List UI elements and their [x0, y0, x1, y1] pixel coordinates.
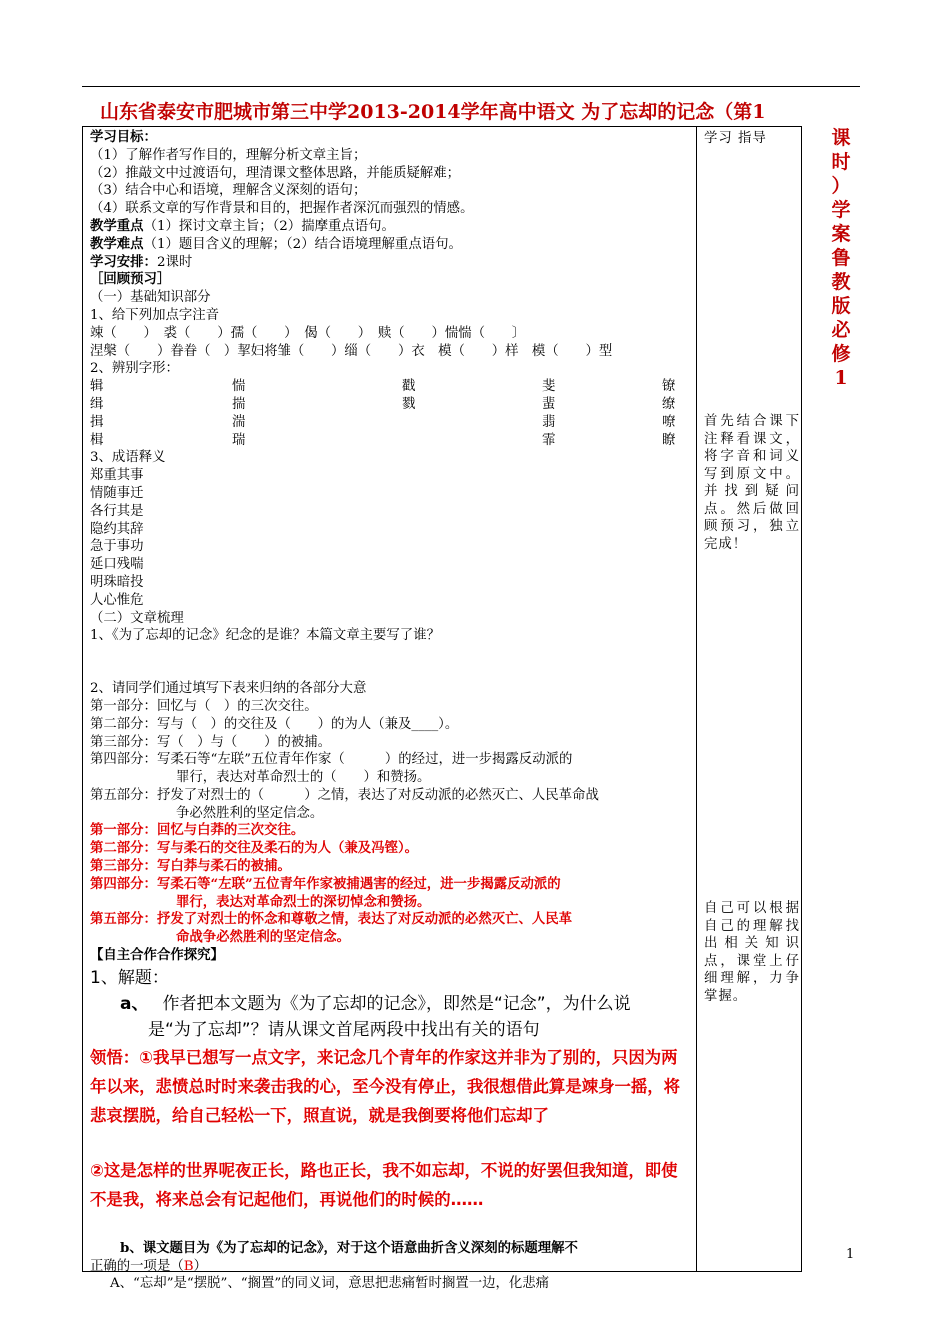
question-b-text: b、课文题目为《为了忘却的记念》，对于这个语意曲折含义深刻的标题理解不: [120, 1239, 578, 1256]
blank-line: 罪行，表达对革命烈士的（ ）和赞扬。: [176, 770, 431, 786]
answer-line: 命战争必然胜利的坚定信念。: [176, 929, 351, 946]
char-cell: 戮: [402, 396, 416, 412]
char-cell: 霏: [542, 432, 556, 448]
answer-line: 第二部分：写与柔石的交往及柔石的为人（兼及冯铿）。: [90, 840, 419, 857]
question-b-close: ）: [193, 1258, 207, 1274]
side-note-preview: 首先结合课下注释看课文，将字音和词义写到原文中。并找到疑问点。然后做回顾预习，独立完成！: [704, 414, 800, 552]
teaching-difficulty-label: 教学难点: [90, 235, 144, 252]
char-cell: 镣: [662, 379, 676, 395]
explore-heading: 【自主合作合作探究】: [90, 947, 224, 964]
title-vertical-char: 学: [831, 199, 851, 221]
column-divider: [696, 126, 697, 1272]
side-header: 学习 指导: [704, 131, 767, 146]
goal-item: （4）联系文章的写作背景和目的，把握作者深沉而强烈的情感。: [90, 201, 474, 217]
char-cell: 湍: [232, 414, 246, 430]
review-heading: ［回顾预习］: [90, 271, 171, 288]
blank-line: 第一部分：回忆与（ ）的三次交往。: [90, 698, 318, 714]
question-chars: 2、辨别字形：: [90, 361, 179, 377]
teaching-key-text: （1）探讨文章主旨；（2）揣摩重点语句。: [143, 218, 395, 234]
char-row: [90, 414, 690, 432]
page-title-vertical: [826, 126, 856, 390]
option-a: A、“忘却”是“摆脱”、“搁置”的同义词，意思把悲痛暂时搁置一边，化悲痛: [110, 1276, 550, 1292]
explore-question: 1、解题：: [90, 967, 169, 988]
goal-item: （1）了解作者写作目的，理解分析文章主旨；: [90, 147, 367, 163]
char-row: [90, 378, 690, 396]
goals-heading: 学习目标：: [90, 129, 157, 145]
idiom-item: 各行其是: [90, 503, 144, 519]
char-cell: 戳: [402, 379, 416, 395]
goal-item: （2）推敲文中过渡语句，理清课文整体思路，并能质疑解难；: [90, 165, 461, 181]
title-vertical-char: ）: [831, 175, 851, 197]
question-a: [90, 991, 690, 1017]
char-cell: 楫: [90, 432, 104, 448]
blank-line: 第四部分：写柔石等“左联”五位青年作家（ ）的经过，进一步揭露反动派的: [90, 752, 573, 768]
question-b-line2: [90, 1258, 690, 1276]
char-grid: [90, 378, 690, 449]
title-vertical-char: 案: [831, 223, 851, 245]
question-idioms: 3、成语释义: [90, 450, 166, 466]
blank-line: 第三部分：写（ ）与（ ）的被捕。: [90, 734, 332, 750]
idiom-item: 隐约其辞: [90, 521, 144, 537]
idiom-item: 郑重其事: [90, 468, 144, 484]
answer-a-1: 领悟：①我早已想写一点文字，来记念几个青年的作家这并非为了别的，只因为两年以来，悲愤总时时来袭击我的心，至今没有停止，我很想借此算是竦身一摇，将悲哀摆脱，给自己轻松一下，照直说，就是我倒要将他们忘却了: [90, 1047, 681, 1125]
blank-line: 第二部分：写与（ ）的交往及（ ）的为人（兼及____）。: [90, 716, 459, 732]
answer-a-2: ②这是怎样的世界呢夜正长，路也正长，我不如忘却，不说的好罢但我知道，即使不是我，将来总会有记起他们，再说他们的时候的……: [90, 1160, 678, 1209]
header-rule: [82, 86, 860, 87]
char-cell: 揣: [232, 396, 246, 412]
answer-space: [90, 645, 690, 680]
question-pinyin: 1、给下列加点字注音: [90, 307, 220, 323]
pinyin-row: 竦（ ） 裘（ ）孺（ ） 偈（ ） 赎（ ）惴惴（ 〕: [90, 325, 526, 341]
char-cell: 揖: [90, 414, 104, 430]
question-a-label: a、: [120, 993, 149, 1014]
title-vertical-char: 鲁: [831, 247, 851, 269]
text-question-2: 2、请同学们通过填写下表来归纳的各部分大意: [90, 681, 367, 697]
question-a-line2: 是“为了忘却”？请从课文首尾两段中找出有关的语句: [148, 1019, 540, 1040]
title-vertical-char: 1: [834, 367, 848, 389]
title-vertical-char: 教: [831, 271, 851, 293]
answer-line: 第一部分：回忆与白莽的三次交往。: [90, 822, 305, 839]
idiom-item: 急于事功: [90, 539, 144, 555]
idiom-item: 延口残喘: [90, 557, 144, 573]
idiom-list: [90, 467, 690, 609]
char-cell: 缭: [662, 396, 676, 412]
schedule-label: 学习安排：: [90, 253, 157, 270]
title-vertical-char: 时: [831, 151, 851, 173]
char-cell: 斐: [542, 379, 556, 395]
review-part2: （二）文章梳理: [90, 610, 184, 626]
schedule-text: 2课时: [156, 254, 193, 270]
char-cell: 辑: [90, 379, 104, 395]
pinyin-row: 涅槃（ ）眷眷（ ）挈妇将雏（ ）缁（ ）衣 模（ ）样 模（ ）型: [90, 343, 613, 359]
side-note-explore: 自己可以根据自己的理解找出相关知识点，课堂上仔细理解，力争掌握。: [704, 901, 800, 1004]
idiom-item: 情随事迁: [90, 485, 144, 501]
teaching-difficulty-text: （1）题目含义的理解；（2）结合语境理解重点语句。: [143, 236, 462, 252]
teaching-key-label: 教学重点: [90, 217, 144, 234]
goal-item: （3）结合中心和语境，理解含义深刻的语句；: [90, 183, 367, 199]
char-cell: 瑞: [232, 432, 246, 448]
title-vertical-char: 课: [831, 127, 851, 149]
spacer: [90, 1130, 690, 1156]
text-question-1: 1、《为了忘却的记念》纪念的是谁？本篇文章主要写了谁？: [90, 628, 440, 644]
title-vertical-char: 必: [831, 319, 851, 341]
review-part1: （一）基础知识部分: [90, 290, 211, 306]
title-vertical-char: 版: [831, 295, 851, 317]
answer-line: 第三部分：写白莽与柔石的被捕。: [90, 858, 291, 875]
idiom-item: 人心惟危: [90, 592, 144, 608]
blank-line: 争必然胜利的坚定信念。: [176, 805, 324, 821]
question-b-answer: B: [183, 1258, 194, 1274]
main-content: [90, 129, 690, 1293]
spacer: [90, 1214, 690, 1240]
char-cell: 蜚: [542, 396, 556, 412]
title-vertical-char: 修: [831, 343, 851, 365]
char-cell: 瞭: [662, 432, 676, 448]
page-title: 山东省泰安市肥城市第三中学2013-2014学年高中语文 为了忘却的记念（第1: [100, 101, 766, 123]
answer-line: 第四部分：写柔石等“左联”五位青年作家被捕遇害的经过，进一步揭露反动派的: [90, 875, 561, 892]
answer-line: 第五部分：抒发了对烈士的怀念和尊敬之情，表达了对反动派的必然灭亡、人民革: [90, 911, 573, 928]
teaching-difficulty: [90, 236, 690, 254]
answer-line: 罪行，表达对革命烈士的深切悼念和赞扬。: [176, 893, 431, 910]
blank-line: 第五部分：抒发了对烈士的（ ）之情，表达了对反动派的必然灭亡、人民革命战: [90, 787, 599, 803]
question-a-line1: 作者把本文题为《为了忘却的记念》，即然是“记念”，为什么说: [162, 993, 631, 1014]
question-b-line1: [90, 1240, 690, 1258]
char-cell: 缉: [90, 396, 104, 412]
idiom-item: 明珠暗投: [90, 574, 144, 590]
teaching-key: [90, 218, 690, 236]
char-row: [90, 432, 690, 450]
question-b-prompt: 正确的一项是（: [90, 1258, 184, 1274]
char-cell: 嘹: [662, 414, 676, 430]
char-cell: 惴: [232, 379, 246, 395]
schedule: [90, 254, 690, 272]
char-row: [90, 396, 690, 414]
page-number: 1: [846, 1247, 855, 1262]
char-cell: 翡: [542, 414, 556, 430]
